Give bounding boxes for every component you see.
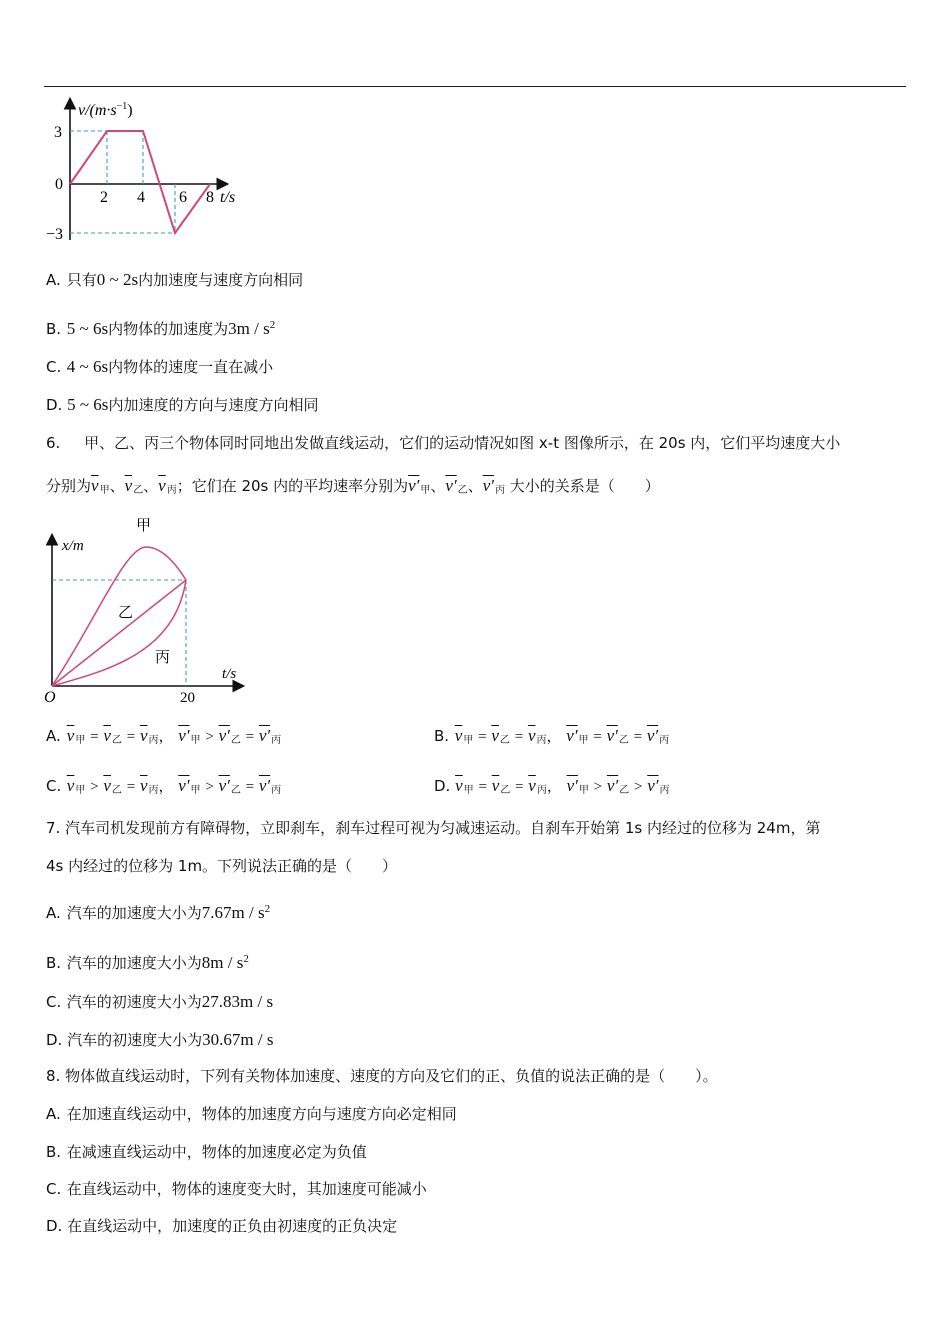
q8-stem: 8. 物体做直线运动时，下列有关物体加速度、速度的方向及它们的正、负值的说法正确的是（ ）。 [46, 1067, 718, 1085]
q6-option-a: A. $\overline{v}_甲 = \overline{v}_乙 = \overline{v}_丙$， $v'_甲 > v'_乙 = v'_丙$ [46, 726, 282, 746]
xt-label-bing: 丙 [155, 648, 171, 666]
xt-y-label: x/m [62, 538, 84, 554]
vt-x-label: t/s [220, 189, 236, 206]
vt-y-label: $v/(m\cdot s^{-1})$ [78, 101, 133, 119]
q7-option-b: B. 汽车的加速度大小为$8m / s^2$ [46, 953, 249, 972]
vt-tick-x-8: 8 [206, 189, 214, 206]
q5-option-b: B. 5 ~ 6s内物体的加速度为$3m / s^2$ [46, 319, 276, 338]
xt-label-jia: 甲 [136, 516, 152, 534]
q7-stem-line1: 7. 汽车司机发现前方有障碍物，立即刹车，刹车过程可视为匀减速运动。自刹车开始第 1s 内经过的位移为 24m，第 [46, 819, 821, 837]
vt-curve [70, 131, 210, 233]
q8-option-a: A. 在加速直线运动中，物体的加速度方向与速度方向必定相同 [46, 1105, 457, 1123]
q8-option-d: D. 在直线运动中，加速度的正负由初速度的正负决定 [46, 1217, 398, 1235]
xt-graph [40, 512, 260, 712]
vt-tick-y-3: 3 [54, 124, 62, 141]
q5-option-a: A. 只有0 ~ 2s内加速度与速度方向相同 [46, 270, 304, 289]
q8-option-b: B. 在减速直线运动中，物体的加速度必定为负值 [46, 1143, 367, 1161]
vt-graph [40, 92, 260, 252]
q5-option-c: C. 4 ~ 6s内物体的速度一直在减小 [46, 357, 274, 376]
q6-option-c: C. $\overline{v}_甲 > \overline{v}_乙 = \overline{v}_丙$， $v'_甲 > v'_乙 = v'_丙$ [46, 776, 282, 796]
q5-option-d: D. 5 ~ 6s内加速度的方向与速度方向相同 [46, 395, 319, 414]
vt-tick-x-6: 6 [179, 189, 187, 206]
q6-stem-line1: 6. 甲、乙、丙三个物体同时同地出发做直线运动，它们的运动情况如图 x-t 图像所示，在 20s 内，它们平均速度大小 [46, 434, 841, 452]
q7-option-d: D. 汽车的初速度大小为30.67m / s [46, 1030, 274, 1049]
xt-origin: O [44, 689, 56, 706]
header-rule [44, 86, 906, 87]
q8-option-c: C. 在直线运动中，物体的速度变大时，其加速度可能减小 [46, 1180, 427, 1198]
q7-stem-line2: 4s 内经过的位移为 1m。下列说法正确的是（ ） [46, 857, 398, 875]
xt-tick-20: 20 [180, 690, 195, 706]
vt-tick-y-neg3: −3 [46, 226, 64, 243]
xt-curve-yi [52, 580, 186, 686]
vt-tick-y-0: 0 [55, 176, 63, 193]
xt-x-label: t/s [222, 666, 237, 682]
q6-stem-line2: 分别为$\overline{v}_甲$、$\overline{v}_乙$、$\overline{v}_丙$；它们在 20s 内的平均速率分别为$v'_甲$、$v'_乙$、$v'_丙$ 大小的关系是（ ） [46, 476, 660, 496]
q7-option-c: C. 汽车的初速度大小为27.83m / s [46, 992, 274, 1011]
q7-option-a: A. 汽车的加速度大小为$7.67m / s^2$ [46, 903, 271, 922]
xt-label-yi: 乙 [118, 603, 134, 621]
vt-tick-x-4: 4 [137, 189, 145, 206]
q6-option-d: D. $\overline{v}_甲 = \overline{v}_乙 = \overline{v}_丙$， $v'_甲 > v'_乙 > v'_丙$ [434, 776, 670, 796]
vt-tick-x-2: 2 [100, 189, 108, 206]
q6-option-b: B. $\overline{v}_甲 = \overline{v}_乙 = \overline{v}_丙$， $v'_甲 = v'_乙 = v'_丙$ [434, 726, 670, 746]
